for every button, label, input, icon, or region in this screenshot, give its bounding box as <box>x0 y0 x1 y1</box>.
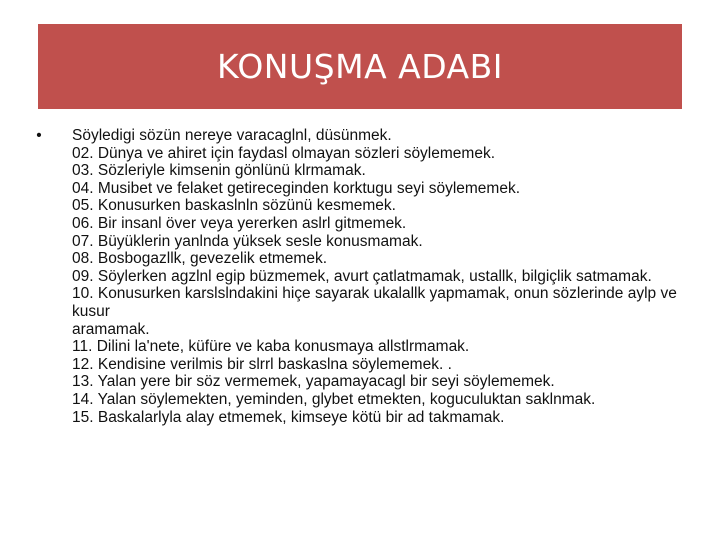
rule-line: 12. Kendisine verilmis bir slrrl baskaslna söylememek. . <box>72 355 452 373</box>
rule-line: aramamak. <box>72 320 150 338</box>
rule-line: 07. Büyüklerin yanlnda yüksek sesle konusmamak. <box>72 232 423 250</box>
rule-line: 10. Konusurken karslslndakini hiçe sayarak ukalallk yapmamak, onun sözlerinde aylp ve kusur <box>72 285 682 320</box>
rules-list <box>72 127 692 426</box>
title-banner <box>38 24 682 109</box>
rule-line: 02. Dünya ve ahiret için faydasl olmayan sözleri söylememek. <box>72 144 495 162</box>
rule-line: 06. Bir insanl över veya yererken aslrl gitmemek. <box>72 214 407 232</box>
slide-title: KONUŞMA ADABI <box>217 47 503 86</box>
bullet-marker: • <box>36 127 42 144</box>
rule-line: 05. Konusurken baskaslnln sözünü kesmemek. <box>72 197 396 215</box>
rule-line: 14. Yalan söylemekten, yeminden, glybet etmekten, koguculuktan saklnmak. <box>72 390 596 408</box>
rule-line: 09. Söylerken agzlnl egip büzmemek, avurt çatlatmamak, ustallk, bilgiçlik satmamak. <box>72 267 652 285</box>
rule-line: 11. Dilini la'nete, küfüre ve kaba konusmaya allstlrmamak. <box>72 338 470 356</box>
rule-line: 13. Yalan yere bir söz vermemek, yapamayacagl bir seyi söylememek. <box>72 373 555 391</box>
rule-line: 04. Musibet ve felaket getireceginden korktugu seyi söylememek. <box>72 179 521 197</box>
rule-line: Söyledigi sözün nereye varacaglnl, düsünmek. <box>72 127 392 144</box>
rule-line: 08. Bosbogazllk, gevezelik etmemek. <box>72 250 328 268</box>
slide-body <box>32 127 692 426</box>
rule-line: 03. Sözleriyle kimsenin gönlünü klrmamak. <box>72 162 366 180</box>
rule-line: 15. Baskalarlyla alay etmemek, kimseye kötü bir ad takmamak. <box>72 408 505 426</box>
